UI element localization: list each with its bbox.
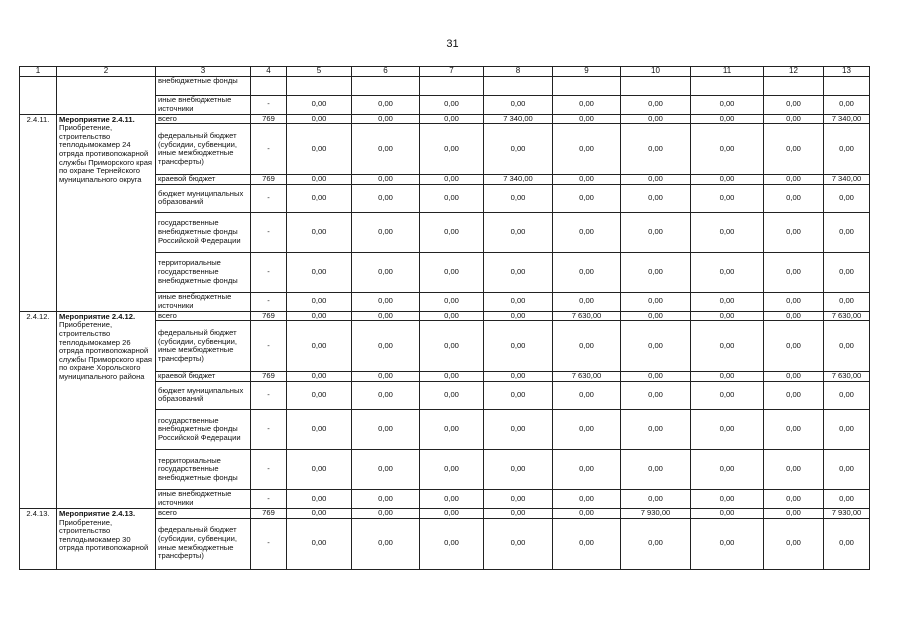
budget-code: -: [251, 292, 287, 311]
funding-source: федеральный бюджет (субсидии, субвенции, иные межбюджетные трансферты): [156, 321, 251, 372]
amount-cell: 0,00: [484, 321, 553, 372]
amount-cell: 0,00: [764, 449, 824, 489]
amount-cell: 0,00: [352, 311, 420, 321]
amount-cell: 0,00: [352, 124, 420, 175]
column-header: 3: [156, 67, 251, 77]
amount-cell: 0,00: [287, 508, 352, 518]
budget-code: [251, 76, 287, 95]
amount-cell: 0,00: [553, 95, 621, 114]
amount-cell: [621, 76, 691, 95]
amount-cell: 0,00: [287, 372, 352, 382]
amount-cell: 0,00: [484, 184, 553, 212]
measure-text: Приобретение, строительство теплодымокамер 26 отряда противопожарной службы Приморского края по охране Хорольского муниципального района: [59, 320, 153, 381]
budget-code: -: [251, 212, 287, 252]
amount-cell: 0,00: [691, 311, 764, 321]
amount-cell: 0,00: [287, 381, 352, 409]
amount-cell: [420, 76, 484, 95]
amount-cell: 0,00: [764, 114, 824, 124]
amount-cell: 0,00: [691, 508, 764, 518]
amount-cell: 0,00: [420, 489, 484, 508]
row-number: 2.4.12.: [20, 311, 57, 508]
funding-source: всего: [156, 114, 251, 124]
amount-cell: 7 630,00: [824, 311, 870, 321]
amount-cell: 0,00: [764, 252, 824, 292]
amount-cell: 0,00: [420, 252, 484, 292]
amount-cell: 0,00: [420, 95, 484, 114]
amount-cell: 7 340,00: [484, 175, 553, 185]
measure-title: Мероприятие 2.4.12.: [59, 311, 136, 321]
amount-cell: [691, 76, 764, 95]
amount-cell: 0,00: [287, 311, 352, 321]
amount-cell: 7 630,00: [553, 311, 621, 321]
column-header: 11: [691, 67, 764, 77]
amount-cell: 0,00: [691, 95, 764, 114]
funding-source: территориальные государственные внебюджетные фонды: [156, 252, 251, 292]
table-row: [20, 508, 870, 518]
amount-cell: 0,00: [352, 449, 420, 489]
amount-cell: 0,00: [824, 409, 870, 449]
amount-cell: [764, 76, 824, 95]
amount-cell: 0,00: [352, 252, 420, 292]
amount-cell: 0,00: [553, 321, 621, 372]
row-number: [20, 76, 57, 114]
row-number: 2.4.11.: [20, 114, 57, 311]
measure-title: Мероприятие 2.4.11.: [59, 114, 135, 124]
measure-description: [57, 311, 156, 508]
amount-cell: 0,00: [287, 518, 352, 569]
amount-cell: 0,00: [691, 212, 764, 252]
amount-cell: 0,00: [484, 381, 553, 409]
amount-cell: 0,00: [287, 124, 352, 175]
amount-cell: 0,00: [553, 489, 621, 508]
budget-code: -: [251, 124, 287, 175]
amount-cell: 0,00: [824, 95, 870, 114]
amount-cell: 0,00: [824, 489, 870, 508]
amount-cell: 0,00: [352, 175, 420, 185]
budget-code: 769: [251, 114, 287, 124]
amount-cell: 0,00: [484, 252, 553, 292]
amount-cell: 0,00: [553, 292, 621, 311]
column-header: 8: [484, 67, 553, 77]
amount-cell: 0,00: [621, 311, 691, 321]
funding-source: всего: [156, 311, 251, 321]
amount-cell: 0,00: [420, 311, 484, 321]
amount-cell: 0,00: [764, 311, 824, 321]
measure-description: [57, 508, 156, 569]
funding-source: иные внебюджетные источники: [156, 95, 251, 114]
amount-cell: [287, 76, 352, 95]
measure-text: Приобретение, строительство теплодымокамер 24 отряда противопожарной службы Приморского края по охране Тернейского муниципального округа: [59, 123, 153, 184]
amount-cell: 0,00: [484, 518, 553, 569]
budget-code: 769: [251, 311, 287, 321]
amount-cell: 7 630,00: [824, 372, 870, 382]
amount-cell: 0,00: [352, 381, 420, 409]
funding-source: внебюджетные фонды: [156, 76, 251, 95]
amount-cell: 0,00: [691, 124, 764, 175]
funding-source: бюджет муниципальных образований: [156, 381, 251, 409]
amount-cell: 0,00: [824, 124, 870, 175]
amount-cell: 0,00: [691, 409, 764, 449]
amount-cell: [824, 76, 870, 95]
amount-cell: [484, 76, 553, 95]
amount-cell: 0,00: [621, 114, 691, 124]
amount-cell: 0,00: [352, 292, 420, 311]
amount-cell: 0,00: [621, 449, 691, 489]
funding-source: краевой бюджет: [156, 372, 251, 382]
budget-code: -: [251, 518, 287, 569]
amount-cell: 0,00: [420, 321, 484, 372]
column-header: 10: [621, 67, 691, 77]
amount-cell: 0,00: [352, 212, 420, 252]
amount-cell: 0,00: [764, 184, 824, 212]
amount-cell: 0,00: [764, 95, 824, 114]
amount-cell: 0,00: [621, 175, 691, 185]
amount-cell: 0,00: [352, 184, 420, 212]
measure-title: Мероприятие 2.4.13.: [59, 508, 136, 518]
amount-cell: 0,00: [691, 252, 764, 292]
budget-code: -: [251, 95, 287, 114]
amount-cell: 0,00: [824, 381, 870, 409]
amount-cell: 0,00: [420, 292, 484, 311]
table-row: [20, 311, 870, 321]
amount-cell: 0,00: [484, 212, 553, 252]
amount-cell: 0,00: [824, 449, 870, 489]
amount-cell: 0,00: [287, 292, 352, 311]
amount-cell: 0,00: [621, 292, 691, 311]
amount-cell: 0,00: [352, 508, 420, 518]
amount-cell: 0,00: [621, 518, 691, 569]
amount-cell: 7 340,00: [824, 175, 870, 185]
amount-cell: 0,00: [352, 489, 420, 508]
amount-cell: 0,00: [287, 175, 352, 185]
table-body: [20, 67, 870, 570]
amount-cell: 0,00: [621, 321, 691, 372]
amount-cell: 7 630,00: [553, 372, 621, 382]
amount-cell: 7 340,00: [484, 114, 553, 124]
amount-cell: 0,00: [484, 489, 553, 508]
amount-cell: 0,00: [764, 489, 824, 508]
amount-cell: 0,00: [553, 381, 621, 409]
funding-source: иные внебюджетные источники: [156, 489, 251, 508]
amount-cell: 0,00: [691, 292, 764, 311]
amount-cell: 0,00: [352, 114, 420, 124]
funding-source: иные внебюджетные источники: [156, 292, 251, 311]
amount-cell: 0,00: [420, 449, 484, 489]
amount-cell: 0,00: [691, 114, 764, 124]
funding-source: государственные внебюджетные фонды Российской Федерации: [156, 409, 251, 449]
column-header: 9: [553, 67, 621, 77]
column-header: 12: [764, 67, 824, 77]
amount-cell: 0,00: [621, 95, 691, 114]
amount-cell: 0,00: [621, 184, 691, 212]
amount-cell: 0,00: [824, 518, 870, 569]
amount-cell: 7 340,00: [824, 114, 870, 124]
column-header: 6: [352, 67, 420, 77]
amount-cell: [352, 76, 420, 95]
amount-cell: 0,00: [287, 114, 352, 124]
column-header: 2: [57, 67, 156, 77]
column-header: 1: [20, 67, 57, 77]
amount-cell: 0,00: [352, 372, 420, 382]
amount-cell: 0,00: [621, 124, 691, 175]
amount-cell: 0,00: [420, 175, 484, 185]
amount-cell: 0,00: [420, 508, 484, 518]
amount-cell: 0,00: [420, 184, 484, 212]
column-header: 13: [824, 67, 870, 77]
budget-code: -: [251, 184, 287, 212]
column-header: 7: [420, 67, 484, 77]
amount-cell: 0,00: [484, 292, 553, 311]
amount-cell: 7 930,00: [621, 508, 691, 518]
amount-cell: 0,00: [352, 518, 420, 569]
budget-code: 769: [251, 372, 287, 382]
amount-cell: 0,00: [352, 321, 420, 372]
table-row: [20, 76, 870, 95]
budget-code: 769: [251, 508, 287, 518]
budget-code: -: [251, 381, 287, 409]
amount-cell: 0,00: [420, 212, 484, 252]
amount-cell: 0,00: [621, 372, 691, 382]
budget-table: [19, 66, 870, 570]
amount-cell: 0,00: [691, 321, 764, 372]
amount-cell: 0,00: [553, 252, 621, 292]
amount-cell: 0,00: [621, 252, 691, 292]
budget-code: -: [251, 252, 287, 292]
budget-code: -: [251, 489, 287, 508]
amount-cell: 0,00: [420, 114, 484, 124]
amount-cell: 0,00: [553, 508, 621, 518]
amount-cell: 0,00: [287, 252, 352, 292]
header-row: [20, 67, 870, 77]
amount-cell: 0,00: [691, 175, 764, 185]
amount-cell: 0,00: [553, 124, 621, 175]
funding-source: бюджет муниципальных образований: [156, 184, 251, 212]
amount-cell: 0,00: [484, 95, 553, 114]
amount-cell: 0,00: [287, 449, 352, 489]
amount-cell: 0,00: [621, 212, 691, 252]
funding-source: всего: [156, 508, 251, 518]
amount-cell: 0,00: [691, 372, 764, 382]
amount-cell: 0,00: [420, 124, 484, 175]
amount-cell: 0,00: [691, 184, 764, 212]
amount-cell: 0,00: [484, 124, 553, 175]
funding-source: федеральный бюджет (субсидии, субвенции, иные межбюджетные трансферты): [156, 518, 251, 569]
amount-cell: 0,00: [420, 372, 484, 382]
amount-cell: 0,00: [824, 184, 870, 212]
column-header: 4: [251, 67, 287, 77]
amount-cell: 0,00: [691, 449, 764, 489]
amount-cell: 0,00: [553, 175, 621, 185]
amount-cell: 0,00: [484, 508, 553, 518]
amount-cell: 0,00: [621, 489, 691, 508]
amount-cell: 0,00: [764, 372, 824, 382]
amount-cell: 0,00: [553, 409, 621, 449]
amount-cell: 0,00: [553, 518, 621, 569]
amount-cell: 0,00: [484, 311, 553, 321]
amount-cell: 0,00: [420, 409, 484, 449]
amount-cell: 0,00: [764, 518, 824, 569]
amount-cell: 0,00: [287, 212, 352, 252]
amount-cell: 0,00: [553, 212, 621, 252]
amount-cell: 0,00: [553, 184, 621, 212]
amount-cell: 0,00: [420, 518, 484, 569]
amount-cell: 0,00: [764, 124, 824, 175]
amount-cell: 0,00: [420, 381, 484, 409]
amount-cell: 7 930,00: [824, 508, 870, 518]
amount-cell: 0,00: [553, 449, 621, 489]
amount-cell: 0,00: [764, 508, 824, 518]
measure-description: [57, 76, 156, 114]
amount-cell: 0,00: [691, 381, 764, 409]
amount-cell: 0,00: [764, 212, 824, 252]
amount-cell: 0,00: [764, 381, 824, 409]
budget-code: -: [251, 449, 287, 489]
amount-cell: 0,00: [553, 114, 621, 124]
funding-source: краевой бюджет: [156, 175, 251, 185]
amount-cell: 0,00: [824, 252, 870, 292]
amount-cell: 0,00: [287, 184, 352, 212]
amount-cell: 0,00: [287, 95, 352, 114]
amount-cell: [553, 76, 621, 95]
amount-cell: 0,00: [621, 409, 691, 449]
funding-source: федеральный бюджет (субсидии, субвенции, иные межбюджетные трансферты): [156, 124, 251, 175]
row-number: 2.4.13.: [20, 508, 57, 569]
measure-description: [57, 114, 156, 311]
amount-cell: 0,00: [287, 409, 352, 449]
funding-source: государственные внебюджетные фонды Российской Федерации: [156, 212, 251, 252]
amount-cell: 0,00: [764, 175, 824, 185]
amount-cell: 0,00: [824, 212, 870, 252]
budget-code: -: [251, 409, 287, 449]
amount-cell: 0,00: [764, 409, 824, 449]
budget-code: -: [251, 321, 287, 372]
budget-code: 769: [251, 175, 287, 185]
table-row: [20, 114, 870, 124]
amount-cell: 0,00: [764, 292, 824, 311]
amount-cell: 0,00: [691, 489, 764, 508]
amount-cell: 0,00: [287, 321, 352, 372]
amount-cell: 0,00: [824, 292, 870, 311]
measure-text: Приобретение, строительство теплодымокамер 30 отряда противопожарной: [59, 517, 149, 553]
page-number: 31: [446, 38, 459, 50]
amount-cell: 0,00: [352, 95, 420, 114]
amount-cell: 0,00: [621, 381, 691, 409]
column-header: 5: [287, 67, 352, 77]
amount-cell: 0,00: [691, 518, 764, 569]
amount-cell: 0,00: [287, 489, 352, 508]
amount-cell: 0,00: [484, 372, 553, 382]
amount-cell: 0,00: [764, 321, 824, 372]
amount-cell: 0,00: [352, 409, 420, 449]
amount-cell: 0,00: [824, 321, 870, 372]
amount-cell: 0,00: [484, 449, 553, 489]
amount-cell: 0,00: [484, 409, 553, 449]
funding-source: территориальные государственные внебюджетные фонды: [156, 449, 251, 489]
